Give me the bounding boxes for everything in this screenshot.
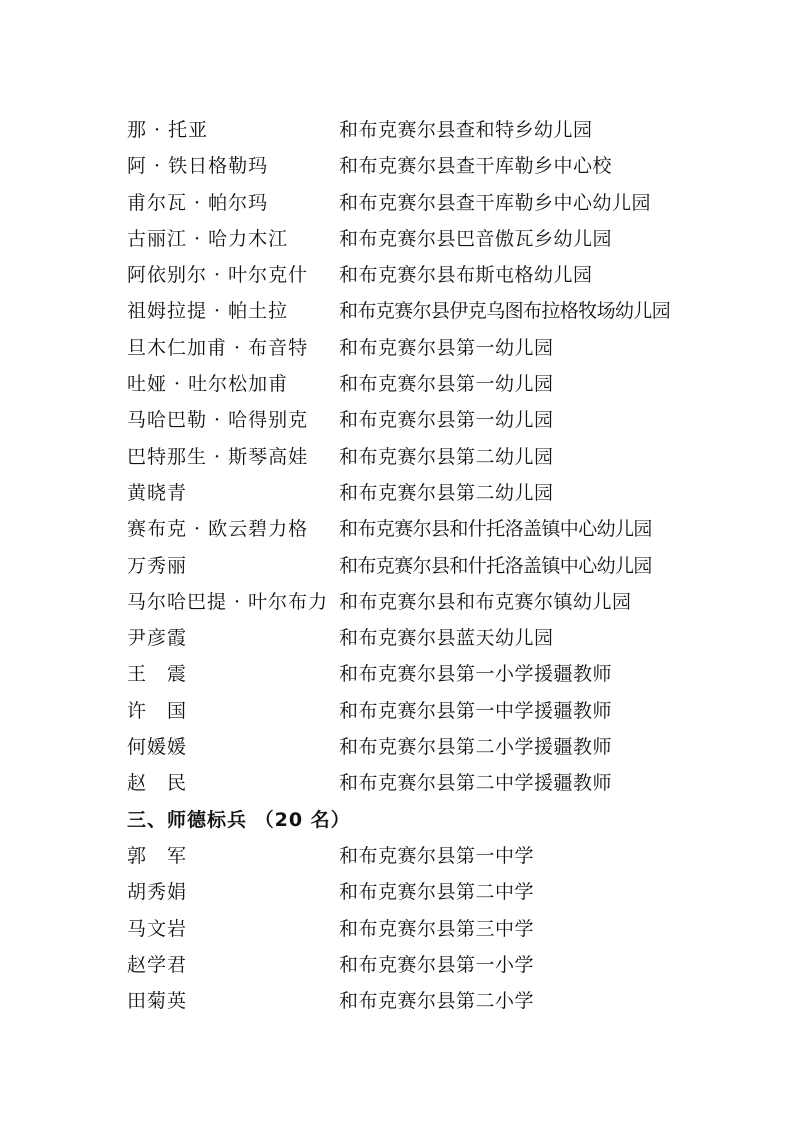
organization: 和布克赛尔县蓝天幼儿园: [339, 627, 554, 650]
organization: 和布克赛尔县第一小学援疆教师: [339, 663, 613, 686]
organization: 和布克赛尔县第一幼儿园: [339, 336, 554, 359]
organization: 和布克赛尔县第三中学: [339, 917, 535, 940]
organization: 和布克赛尔县第二中学援疆教师: [339, 772, 613, 795]
organization: 和布克赛尔县第一幼儿园: [339, 409, 554, 432]
list-item: [127, 221, 687, 257]
list-item: [127, 257, 687, 293]
person-name: 郭 军: [127, 844, 188, 867]
person-name: 旦木仁加甫 · 布音特: [127, 336, 309, 359]
person-name: 阿 · 铁日格勒玛: [127, 155, 269, 178]
list-item: [127, 765, 687, 801]
list-item: [127, 911, 687, 947]
person-name: 祖姆拉提 · 帕土拉: [127, 300, 289, 323]
organization: 和布克赛尔县查和特乡幼儿园: [339, 119, 593, 141]
person-name: 尹彦霞: [127, 627, 188, 650]
person-name: 赵学君: [127, 953, 188, 976]
person-name: 黄晓青: [127, 481, 188, 504]
list-item: [127, 293, 687, 329]
organization: 和布克赛尔县查干库勒乡中心幼儿园: [339, 191, 652, 214]
list-item: [127, 584, 687, 620]
person-name: 许 国: [127, 699, 188, 722]
person-name: 古丽江 · 哈力木江: [127, 227, 289, 250]
person-name: 那 · 托亚: [127, 119, 209, 141]
list-item: [127, 693, 687, 729]
list-item: [127, 947, 687, 983]
organization: 和布克赛尔县第二中学: [339, 881, 535, 904]
organization: 和布克赛尔县和布克赛尔镇幼儿园: [339, 590, 632, 613]
organization: 和布克赛尔县第一小学: [339, 953, 535, 976]
section-heading: 三、师德标兵 （20 名）: [127, 808, 351, 831]
organization: 和布克赛尔县第一幼儿园: [339, 373, 554, 396]
list-item: [127, 366, 687, 402]
list-item: [127, 475, 687, 511]
list-item: [127, 874, 687, 910]
organization: 和布克赛尔县巴音傲瓦乡幼儿园: [339, 227, 613, 250]
person-name: 吐娅 · 吐尔松加甫: [127, 373, 289, 396]
person-name: 胡秀娟: [127, 881, 188, 904]
list-item: [127, 620, 687, 656]
organization: 和布克赛尔县第一中学: [339, 844, 535, 867]
person-name: 阿依别尔 · 叶尔克什: [127, 264, 309, 287]
person-name: 田菊英: [127, 990, 188, 1013]
person-name: 赵 民: [127, 772, 188, 795]
list-item: [127, 983, 687, 1019]
organization: 和布克赛尔县第二小学援疆教师: [339, 736, 613, 759]
list-item: [127, 185, 687, 221]
list-item: [127, 511, 687, 547]
organization: 和布克赛尔县和什托洛盖镇中心幼儿园: [339, 554, 652, 577]
list-item: [127, 838, 687, 874]
list-item: [127, 112, 687, 148]
person-name: 巴特那生 · 斯琴高娃: [127, 445, 309, 468]
organization: 和布克赛尔县和什托洛盖镇中心幼儿园: [339, 518, 652, 541]
list-item: [127, 729, 687, 765]
organization: 和布克赛尔县布斯屯格幼儿园: [339, 264, 593, 287]
organization: 和布克赛尔县第二小学: [339, 990, 535, 1013]
organization: 和布克赛尔县第二幼儿园: [339, 481, 554, 504]
person-name: 万秀丽: [127, 554, 188, 577]
organization: 和布克赛尔县查干库勒乡中心校: [339, 155, 613, 178]
person-name: 马文岩: [127, 917, 188, 940]
person-name: 甫尔瓦 · 帕尔玛: [127, 191, 269, 214]
person-name: 何媛媛: [127, 736, 188, 759]
list-item: [127, 548, 687, 584]
honor-list: [127, 112, 687, 1019]
person-name: 马哈巴勒 · 哈得别克: [127, 409, 309, 432]
list-item: [127, 439, 687, 475]
organization: 和布克赛尔县伊克乌图布拉格牧场幼儿园: [339, 300, 671, 323]
list-item: [127, 402, 687, 438]
person-name: 马尔哈巴提 · 叶尔布力: [127, 590, 329, 613]
person-name: 赛布克 · 欧云碧力格: [127, 518, 309, 541]
list-item: [127, 148, 687, 184]
person-name: 王 震: [127, 663, 188, 686]
organization: 和布克赛尔县第一中学援疆教师: [339, 699, 613, 722]
list-item: [127, 330, 687, 366]
organization: 和布克赛尔县第二幼儿园: [339, 445, 554, 468]
list-item: [127, 656, 687, 692]
